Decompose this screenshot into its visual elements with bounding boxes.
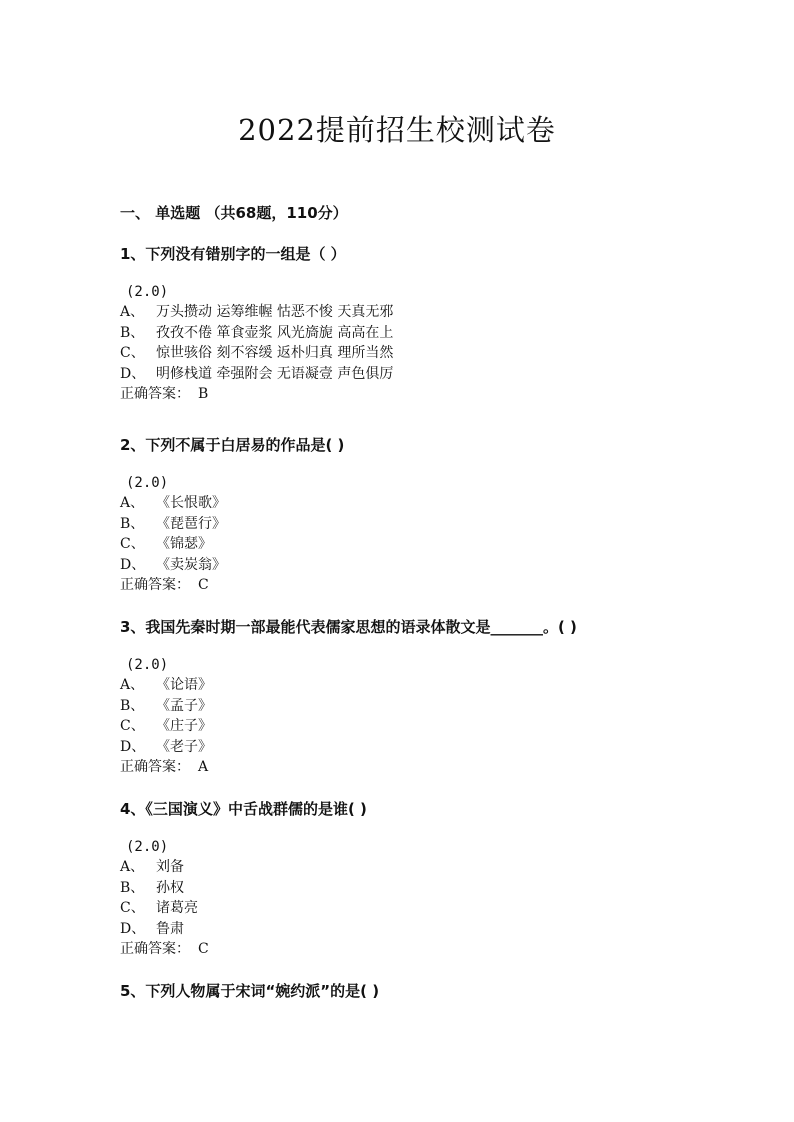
option-text: 《老子》: [156, 738, 212, 755]
option-letter: D、: [120, 365, 146, 382]
option-b: [120, 696, 680, 717]
option-a: [120, 302, 680, 323]
option-b: [120, 514, 680, 535]
option-letter: C、: [120, 900, 145, 916]
option-b: [120, 878, 680, 899]
option-text: 《孟子》: [156, 697, 212, 714]
option-letter: B、: [120, 324, 145, 341]
option-d: [120, 919, 680, 940]
option-letter: A、: [120, 677, 145, 693]
option-a: [120, 493, 680, 514]
question-5: [120, 980, 680, 1002]
section-heading: 一、 单选题 （共68题，110分）: [120, 204, 348, 222]
option-letter: A、: [120, 304, 145, 320]
option-text: 万头攒动 运筹维幄 怙恶不悛 天真无邪: [156, 304, 394, 320]
option-c: [120, 343, 680, 364]
answer-label: 正确答案：: [120, 759, 190, 775]
question-stem: 1、下列没有错别字的一组是（ ）: [120, 245, 346, 263]
correct-answer: [120, 575, 680, 596]
correct-answer: [120, 757, 680, 778]
question-4: [120, 798, 680, 960]
option-d: [120, 364, 680, 385]
option-c: [120, 534, 680, 555]
question-stem: 5、下列人物属于宋词“婉约派”的是( ): [120, 982, 380, 1000]
option-text: 惊世骇俗 刻不容缓 返朴归真 理所当然: [156, 345, 394, 361]
question-1: [120, 243, 680, 405]
option-text: 孙权: [156, 879, 184, 896]
option-text: 鲁肃: [156, 920, 184, 937]
option-letter: B、: [120, 697, 145, 714]
question-score: (2.0): [126, 284, 169, 300]
question-stem: 3、我国先秦时期一部最能代表儒家思想的语录体散文是_______。( ): [120, 618, 577, 636]
option-d: [120, 555, 680, 576]
answer-label: 正确答案：: [120, 386, 190, 402]
question-stem: 2、下列不属于白居易的作品是( ): [120, 436, 345, 454]
option-letter: D、: [120, 920, 146, 937]
option-text: 孜孜不倦 箪食壶浆 风光旖旎 高高在上: [156, 324, 394, 341]
answer-value: A: [198, 759, 209, 775]
answer-value: B: [198, 386, 209, 402]
option-a: [120, 675, 680, 696]
question-score: (2.0): [126, 657, 169, 673]
option-d: [120, 737, 680, 758]
option-letter: A、: [120, 859, 145, 875]
answer-label: 正确答案：: [120, 941, 190, 957]
answer-label: 正确答案：: [120, 577, 190, 593]
question-score: (2.0): [126, 839, 169, 855]
question-score: (2.0): [126, 475, 169, 491]
option-b: [120, 323, 680, 344]
option-a: [120, 857, 680, 878]
option-text: 《庄子》: [156, 718, 212, 734]
correct-answer: [120, 939, 680, 960]
option-text: 《论语》: [156, 677, 212, 693]
answer-value: C: [198, 941, 209, 957]
option-c: [120, 716, 680, 737]
option-letter: D、: [120, 738, 146, 755]
option-text: 刘备: [156, 859, 184, 875]
question-stem: 4、《三国演义》中舌战群儒的是谁( ): [120, 800, 367, 818]
question-2: [120, 434, 680, 596]
option-letter: D、: [120, 556, 146, 573]
option-letter: A、: [120, 495, 145, 511]
option-c: [120, 898, 680, 919]
option-letter: B、: [120, 879, 145, 896]
answer-value: C: [198, 577, 209, 593]
option-text: 《卖炭翁》: [156, 556, 226, 573]
option-letter: C、: [120, 345, 145, 361]
option-letter: C、: [120, 718, 145, 734]
option-text: 明修栈道 牵强附会 无语凝壹 声色俱厉: [156, 365, 394, 382]
question-3: [120, 616, 680, 778]
option-text: 《琵琶行》: [156, 515, 226, 532]
correct-answer: [120, 384, 680, 405]
option-text: 诸葛亮: [156, 900, 198, 916]
option-letter: C、: [120, 536, 145, 552]
option-letter: B、: [120, 515, 145, 532]
page-title: 2022提前招生校测试卷: [238, 113, 556, 147]
option-text: 《长恨歌》: [156, 495, 226, 511]
option-text: 《锦瑟》: [156, 536, 212, 552]
